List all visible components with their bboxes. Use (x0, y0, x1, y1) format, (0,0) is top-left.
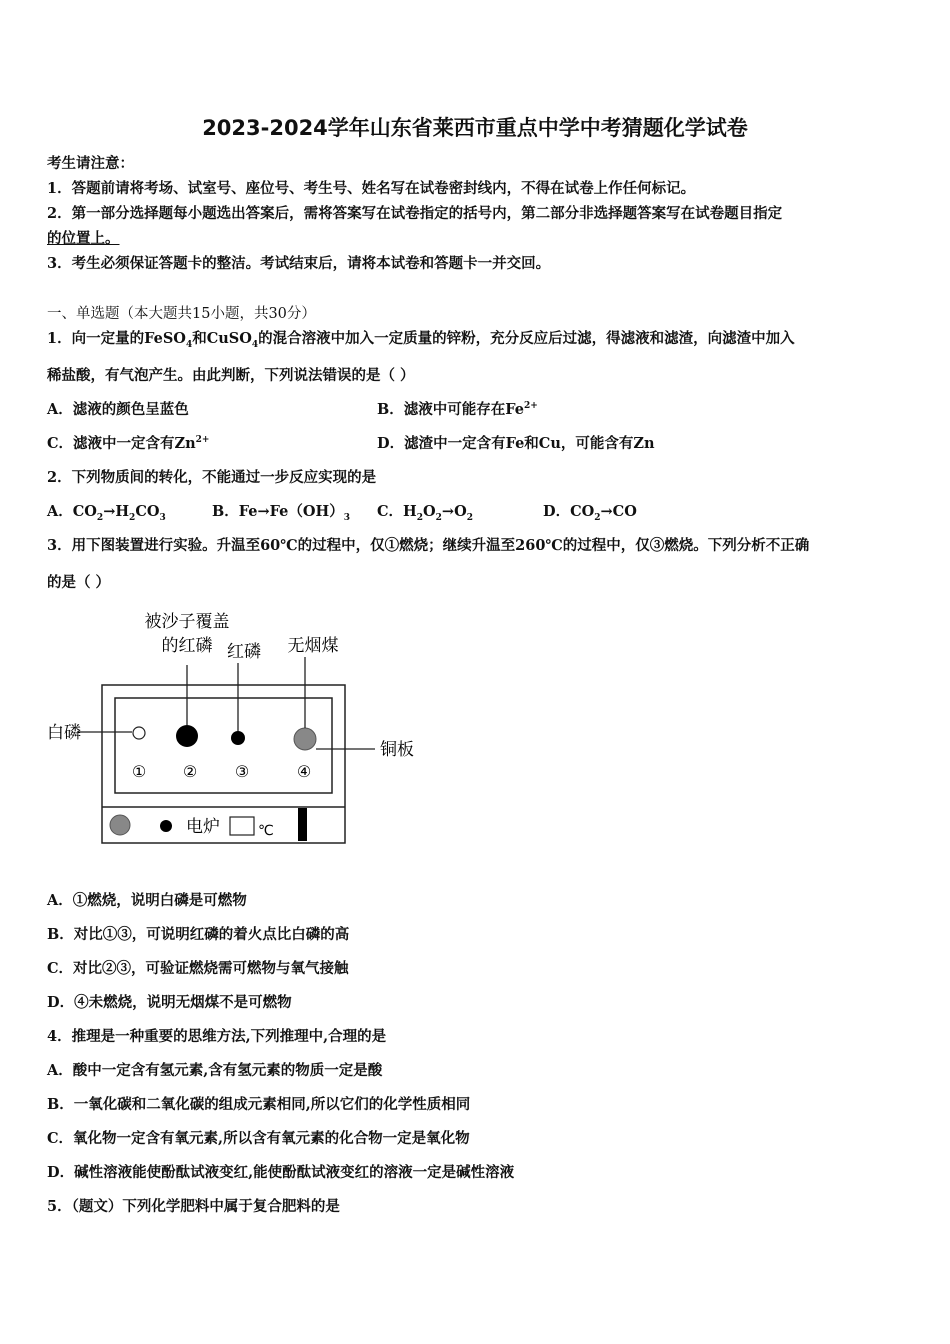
label-celsius-symbol: ℃ (258, 823, 274, 839)
q1-option-c[interactable]: C．滤液中一定含有$Zn^{2+}$ (47, 435, 210, 452)
q3-option-d[interactable]: D．④未燃烧，说明无烟煤不是可燃物 (47, 994, 292, 1011)
notice-item-2: 2．第一部分选择题每小题选出答案后，需将答案写在试卷指定的括号内，第二部分非选择题答案写在试卷题目指定 (47, 205, 783, 222)
label-electric-stove: 电炉 (186, 817, 220, 837)
q2-stem: 2．下列物质间的转化，不能通过一步反应实现的是 (47, 469, 377, 486)
label-anthracite: 无烟煤 (287, 636, 339, 656)
label-n1: ① (131, 762, 147, 781)
red-phosphorus-sample (231, 731, 245, 745)
notice-heading: 考生请注意： (47, 155, 134, 172)
q4-option-c[interactable]: C．氧化物一定含有氧元素,所以含有氧元素的化合物一定是氧化物 (47, 1130, 470, 1147)
q2-option-c[interactable]: C．$H_2O_2\to O_2$ (377, 503, 473, 523)
q1-stem: 1．向一定量的FeSO$_4$和CuSO$_4$的混合溶液中加入一定质量的锌粉，充分反应后过滤，得滤液和滤渣，向滤渣中加入 (47, 330, 795, 350)
sand-covered-red-phosphorus-sample (176, 725, 198, 747)
q4-option-d[interactable]: D．碱性溶液能使酚酞试液变红,能使酚酞试液变红的溶液一定是碱性溶液 (47, 1164, 515, 1181)
stove-knob-small (160, 820, 172, 832)
page-title: 2023-2024学年山东省莱西市重点中学中考猜题化学试卷 (202, 116, 748, 140)
label-n2: ② (182, 762, 198, 781)
label-n4: ④ (296, 762, 312, 781)
q3-option-a[interactable]: A．①燃烧，说明白磷是可燃物 (47, 892, 247, 909)
q3-option-c[interactable]: C．对比②③，可验证燃烧需可燃物与氧气接触 (47, 960, 349, 977)
q3-apparatus-figure (40, 605, 440, 855)
notice-item-2-cont: 的位置上。 (47, 230, 120, 247)
q2-option-d[interactable]: D．$CO_2\to CO$ (543, 503, 637, 523)
stove-switch (298, 808, 307, 841)
q2-option-a[interactable]: A．$CO_2\to H_2CO_3$ (47, 503, 166, 523)
label-n3: ③ (234, 762, 250, 781)
q5-stem: 5．（题文）下列化学肥料中属于复合肥料的是 (47, 1198, 340, 1215)
q4-stem: 4．推理是一种重要的思维方法,下列推理中,合理的是 (47, 1028, 387, 1045)
q1-option-b[interactable]: B．滤液中可能存在$Fe^{2+}$ (377, 401, 538, 418)
q2-option-b[interactable]: B．$Fe\to Fe(OH)_3$ (212, 503, 350, 523)
label-sand-line2: 的红磷 (161, 636, 213, 656)
q3-stem: 3．用下图装置进行实验。升温至60℃的过程中，仅①燃烧；继续升温至260℃的过程中，仅③燃烧。下列分析不正确 (47, 537, 810, 554)
white-phosphorus-sample (133, 727, 145, 739)
stove-knob-large (110, 815, 130, 835)
q4-option-a[interactable]: A．酸中一定含有氢元素,含有氢元素的物质一定是酸 (47, 1062, 383, 1079)
label-copper-plate: 铜板 (380, 740, 414, 760)
anthracite-sample (294, 728, 316, 750)
q1-stem-cont: 稀盐酸，有气泡产生。由此判断，下列说法错误的是（ ） (47, 367, 415, 384)
q1-option-d[interactable]: D．滤渣中一定含有Fe和Cu，可能含有Zn (377, 435, 655, 452)
notice-item-1: 1．答题前请将考场、试室号、座位号、考生号、姓名写在试卷密封线内，不得在试卷上作任何标记。 (47, 180, 696, 197)
q3-option-b[interactable]: B．对比①③，可说明红磷的着火点比白磷的高 (47, 926, 350, 943)
section-heading: 一、单选题（本大题共15小题，共30分） (47, 306, 316, 322)
q1-option-a[interactable]: A．滤液的颜色呈蓝色 (47, 401, 189, 418)
stove-display (230, 817, 254, 835)
label-sand-line1: 被沙子覆盖 (144, 612, 230, 632)
notice-item-3: 3．考生必须保证答题卡的整洁。考试结束后，请将本试卷和答题卡一并交回。 (47, 255, 551, 272)
q4-option-b[interactable]: B．一氧化碳和二氧化碳的组成元素相同,所以它们的化学性质相同 (47, 1096, 471, 1113)
q3-stem-cont: 的是（ ） (47, 574, 111, 591)
label-red-phosphorus: 红磷 (227, 642, 261, 662)
label-white-phosphorus: 白磷 (47, 723, 81, 743)
